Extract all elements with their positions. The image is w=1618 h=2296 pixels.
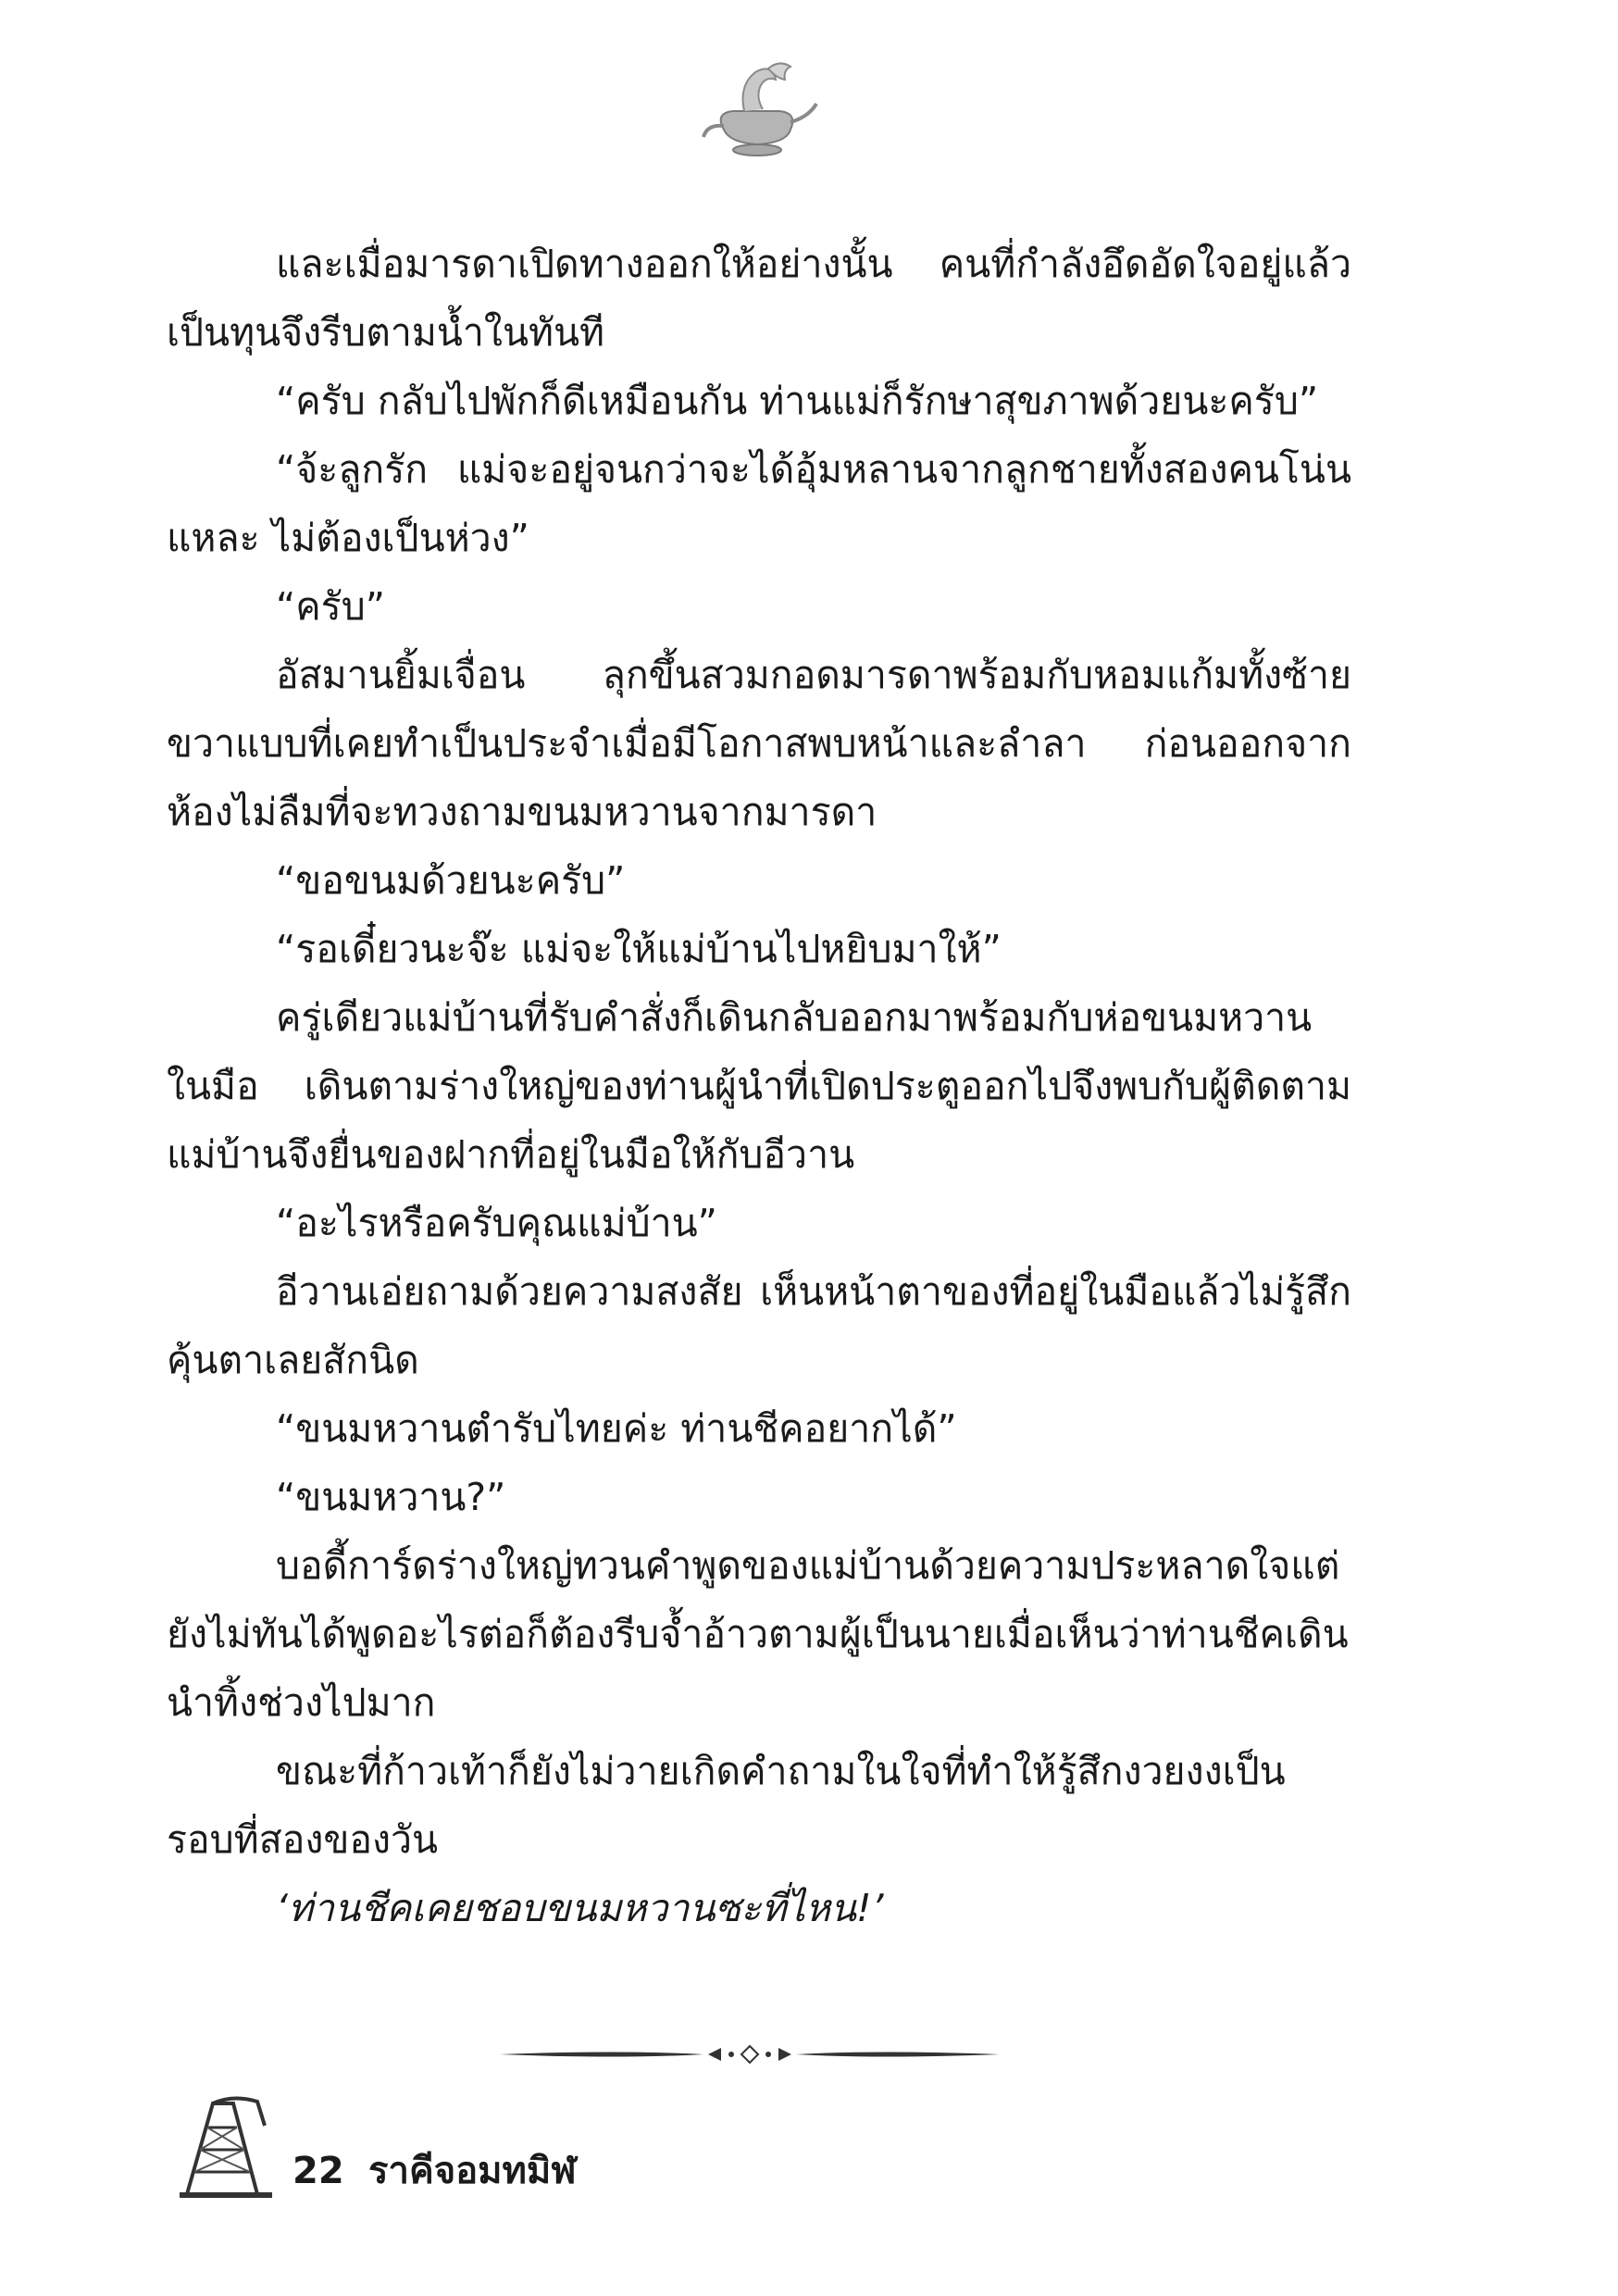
page-footer (176, 2094, 824, 2205)
paragraph: “อะไรหรือครับคุณแม่บ้าน” (276, 1201, 717, 1245)
paragraph: “ครับ กลับไปพักก็ดีเหมือนกัน ท่านแม่ก็รักษาสุขภาพด้วยนะครับ” (276, 379, 1319, 423)
oil-derrick-icon (176, 2094, 278, 2201)
ornamental-divider (500, 2040, 1000, 2068)
page-number: 22 (292, 2150, 344, 2192)
paragraph: บอดี้การ์ดร่างใหญ่ทวนคำพูดของแม่บ้านด้วยความประหลาดใจแต่ยังไม่ทันได้พูดอะไรต่อก็ต้องรีบจ้ำอ้าวตามผู้เป็นนายเมื่อเห็นว่าท่านชีคเดินนำทิ้งช่วงไปมาก (167, 1543, 1349, 1725)
paragraph: “ขนมหวาน?” (276, 1475, 506, 1519)
paragraph: ขณะที่ก้าวเท้าก็ยังไม่วายเกิดคำถามในใจที่ทำให้รู้สึกงวยงงเป็นรอบที่สองของวัน (167, 1749, 1286, 1862)
paragraph: “จ้ะลูกรัก แม่จะอยู่จนกว่าจะได้อุ้มหลานจากลูกชายทั้งสองคนโน่นแหละ ไม่ต้องเป็นห่วง” (167, 447, 1351, 560)
paragraph: “ขอขนมด้วยนะครับ” (276, 858, 626, 903)
paragraph: อัสมานยิ้มเจื่อน ลุกขึ้นสวมกอดมารดาพร้อมกับหอมแก้มทั้งซ้ายขวาแบบที่เคยทำเป็นประจำเมื่อมีโอกาสพบหน้าและลำลา ก่อนออกจากห้องไม่ลืมที่จะทวงถามขนมหวานจากมารดา (167, 653, 1351, 834)
body-text (167, 230, 1351, 1942)
paragraph: “รอเดี๋ยวนะจ๊ะ แม่จะให้แม่บ้านไปหยิบมาให้” (276, 927, 1002, 971)
paragraph: และเมื่อมารดาเปิดทางออกให้อย่างนั้น คนที่กำลังอึดอัดใจอยู่แล้วเป็นทุนจึงรีบตามน้ำในทันที (167, 242, 1351, 355)
paragraph: “ขนมหวานตำรับไทยค่ะ ท่านชีคอยากได้” (276, 1406, 957, 1451)
paragraph: อีวานเอ่ยถามด้วยความสงสัย เห็นหน้าตาของที่อยู่ในมือแล้วไม่รู้สึกคุ้นตาเลยสักนิด (167, 1269, 1351, 1382)
paragraph: ครู่เดียวแม่บ้านที่รับคำสั่งก็เดินกลับออกมาพร้อมกับห่อขนมหวานในมือ เดินตามร่างใหญ่ของท่านผู้นำที่เปิดประตูออกไปจึงพบกับผู้ติดตามแม่บ้านจึงยื่นของฝากที่อยู่ในมือให้กับอีวาน (167, 995, 1351, 1177)
closing-thought: ‘ท่านชีคเคยชอบขนมหวานซะที่ไหน!’ (276, 1886, 884, 1930)
book-title: ราคีจอมทมิฬ (368, 2150, 577, 2192)
genie-lamp-icon (687, 57, 826, 168)
paragraph: “ครับ” (276, 584, 385, 629)
